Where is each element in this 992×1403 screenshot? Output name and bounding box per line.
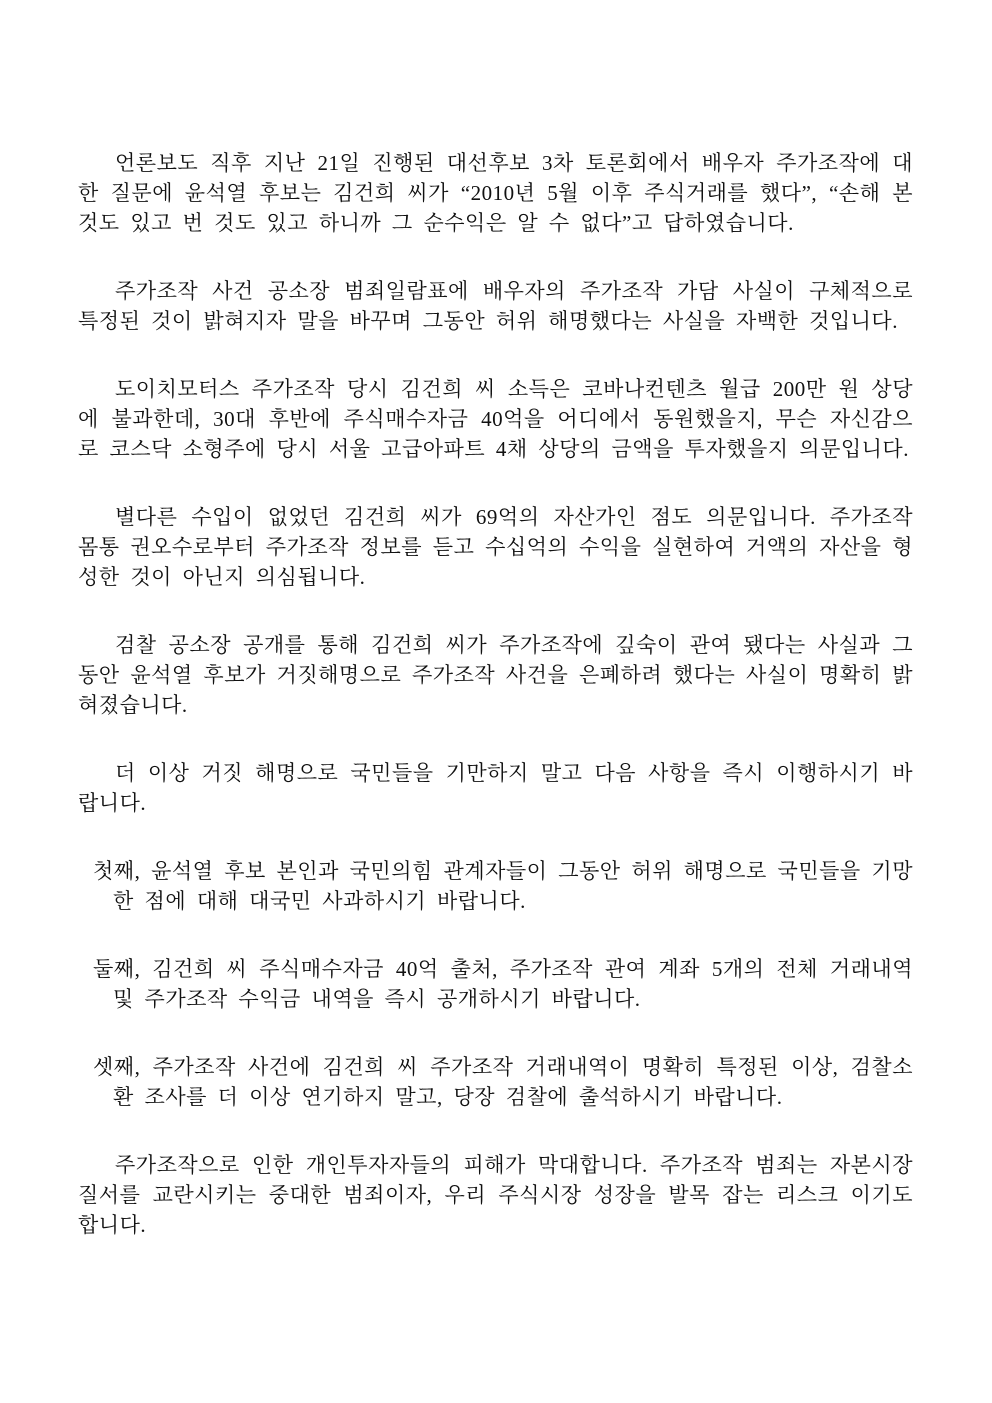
demand-item-second-label: 둘째, bbox=[93, 957, 141, 981]
paragraph-revealed-facts: 검찰 공소장 공개를 통해 김건희 씨가 주가조작에 깊숙이 관여 됐다는 사실과 그 동안 윤석열 후보가 거짓해명으로 주가조작 사건을 은폐하려 했다는 사실이 명확히 밝혀졌습니다. bbox=[78, 633, 914, 717]
demand-item-second-text: 김건희 씨 주식매수자금 40억 출처, 주가조작 관여 계좌 5개의 전체 거래내역 및 주가조작 수익금 내역을 즉시 공개하시기 바랍니다. bbox=[113, 957, 913, 1011]
demand-item-first-text: 윤석열 후보 본인과 국민의힘 관계자들이 그동안 허위 해명으로 국민들을 기망한 점에 대해 대국민 사과하시기 바랍니다. bbox=[113, 859, 914, 913]
paragraph-funding-question: 도이치모터스 주가조작 당시 김건희 씨 소득은 코바나컨텐츠 월급 200만 원 상당에 불과한데, 30대 후반에 주식매수자금 40억을 어디에서 동원했을지, 무슨 자신감으로 코스닥 소형주에 당시 서울 고급아파트 4채 상당의 금액을 투자했을지 의문입니다. bbox=[78, 377, 913, 461]
demand-item-third-text: 주가조작 사건에 김건희 씨 주가조작 거래내역이 명확히 특정된 이상, 검찰소환 조사를 더 이상 연기하지 말고, 당장 검찰에 출석하시기 바랍니다. bbox=[113, 1055, 913, 1109]
demand-item-first bbox=[93, 856, 914, 916]
demand-item-third-label: 셋째, bbox=[93, 1055, 141, 1079]
paragraph-confession: 주가조작 사건 공소장 범죄일람표에 배우자의 주가조작 가담 사실이 구체적으로 특정된 것이 밝혀지자 말을 바꾸며 그동안 허위 해명했다는 사실을 자백한 것입니다. bbox=[78, 279, 913, 333]
paragraph-asset-question: 별다른 수입이 없었던 김건희 씨가 69억의 자산가인 점도 의문입니다. 주가조작 몸통 권오수로부터 주가조작 정보를 듣고 수십억의 수익을 실현하여 거액의 자산을 형성한 것이 아닌지 의심됩니다. bbox=[78, 505, 914, 589]
demand-item-first-label: 첫째, bbox=[93, 859, 141, 883]
paragraph-demand-intro: 더 이상 거짓 해명으로 국민들을 기만하지 말고 다음 사항을 즉시 이행하시기 바랍니다. bbox=[78, 761, 913, 815]
paragraph-closing: 주가조작으로 인한 개인투자자들의 피해가 막대합니다. 주가조작 범죄는 자본시장 질서를 교란시키는 중대한 범죄이자, 우리 주식시장 성장을 발목 잡는 리스크 이기도 합니다. bbox=[78, 1153, 913, 1237]
demand-item-third bbox=[93, 1052, 913, 1112]
paragraph-debate-answer: 언론보도 직후 지난 21일 진행된 대선후보 3차 토론회에서 배우자 주가조작에 대한 질문에 윤석열 후보는 김건희 씨가 “2010년 5월 이후 주식거래를 했다”, “손해 본 것도 있고 번 것도 있고 하니까 그 순수익은 알 수 없다”고 답하였습니다. bbox=[78, 151, 913, 235]
demand-item-second bbox=[93, 954, 913, 1014]
